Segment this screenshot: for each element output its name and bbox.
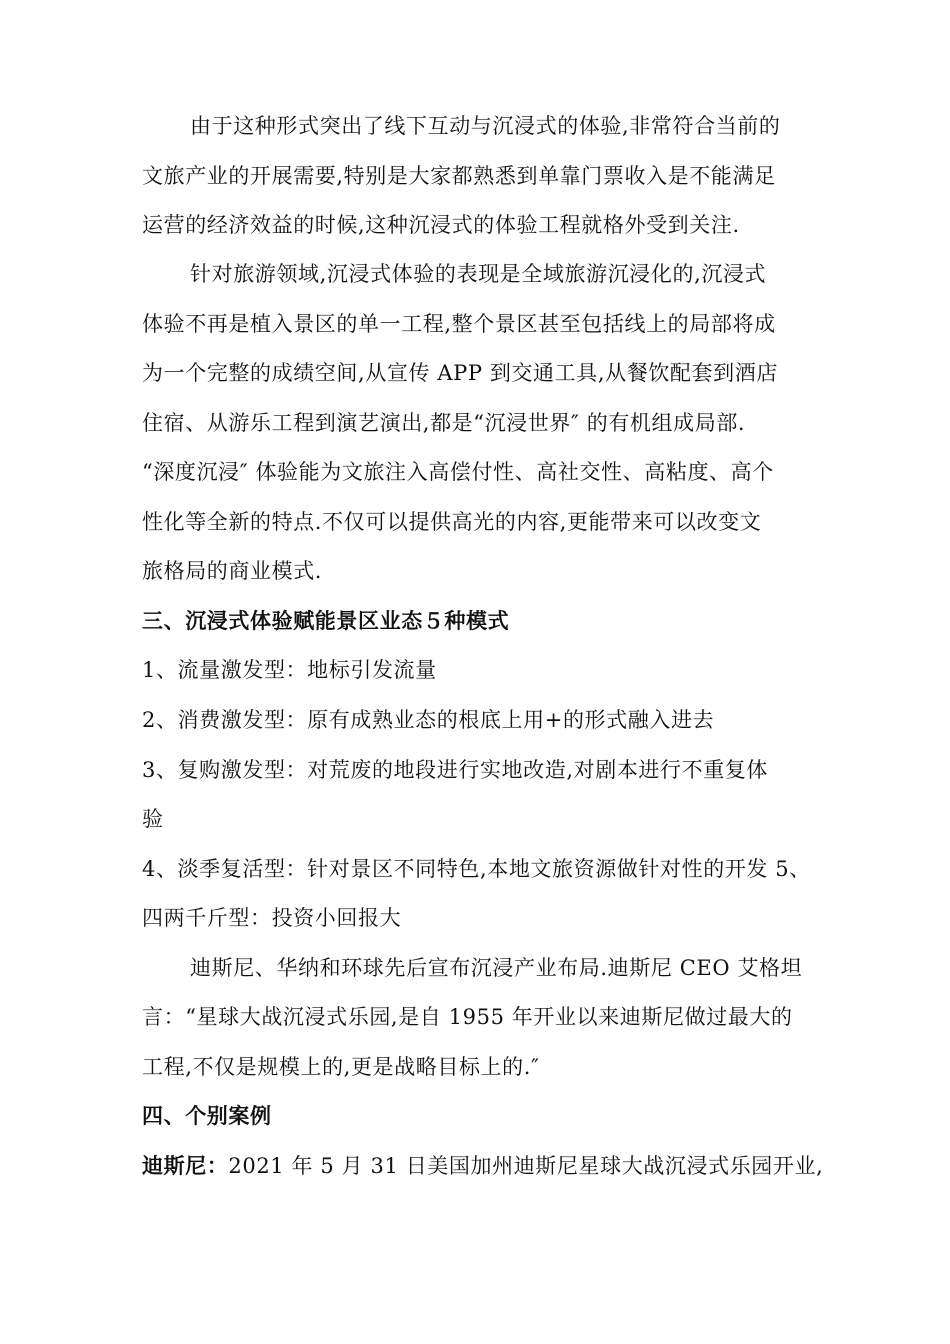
paragraph-line: 迪斯尼、华纳和环球先后宣布沉浸产业布局.迪斯尼 CEO 艾格坦	[190, 956, 803, 980]
section-heading: 四、个别案例	[142, 1104, 272, 1128]
paragraph-line: 体验不再是植入景区的单一工程,整个景区甚至包括线上的局部将成	[142, 312, 776, 336]
list-item: 3、复购激发型：对荒废的地段进行实地改造,对剧本进行不重复体	[142, 758, 769, 782]
paragraph-line: 为一个完整的成绩空间,从宣传 APP 到交通工具,从餐饮配套到酒店	[142, 361, 778, 385]
paragraph-line: 性化等全新的特点.不仅可以提供高光的内容,更能带来可以改变文	[142, 510, 762, 534]
paragraph-line: 言：“星球大战沉浸式乐园,是自 1955 年开业以来迪斯尼做过最大的	[142, 1005, 793, 1029]
paragraph-line: 住宿、从游乐工程到演艺演出,都是“沉浸世界″ 的有机组成局部.	[142, 411, 746, 435]
case-label: 迪斯尼：	[142, 1154, 229, 1178]
paragraph-line: 工程,不仅是规模上的,更是战略目标上的.″	[142, 1055, 540, 1079]
case-text: 2021 年 5 月 31 日美国加州迪斯尼星球大战沉浸式乐园开业,	[228, 1154, 824, 1178]
list-item: 1、流量激发型：地标引发流量	[142, 658, 437, 682]
case-line	[142, 1151, 842, 1181]
list-item: 四两千斤型：投资小回报大	[142, 906, 402, 930]
paragraph-line: 旅格局的商业模式.	[142, 559, 323, 583]
paragraph-line: 由于这种形式突出了线下互动与沉浸式的体验,非常符合当前的	[190, 114, 781, 138]
paragraph-line: 针对旅游领域,沉浸式体验的表现是全域旅游沉浸化的,沉浸式	[190, 262, 767, 286]
list-item: 4、淡季复活型：针对景区不同特色,本地文旅资源做针对性的开发 5、	[142, 857, 811, 881]
paragraph-line: “深度沉浸″ 体验能为文旅注入高偿付性、高社交性、高粘度、高个	[142, 460, 774, 484]
paragraph-line: 文旅产业的开展需要,特别是大家都熟悉到单靠门票收入是不能满足	[142, 164, 776, 188]
list-item: 验	[142, 807, 164, 831]
list-item: 2、消费激发型：原有成熟业态的根底上用+的形式融入进去	[142, 708, 715, 732]
section-heading: 三、沉浸式体验赋能景区业态５种模式	[142, 609, 510, 633]
paragraph-line: 运营的经济效益的时候,这种沉浸式的体验工程就格外受到关注.	[142, 213, 740, 237]
